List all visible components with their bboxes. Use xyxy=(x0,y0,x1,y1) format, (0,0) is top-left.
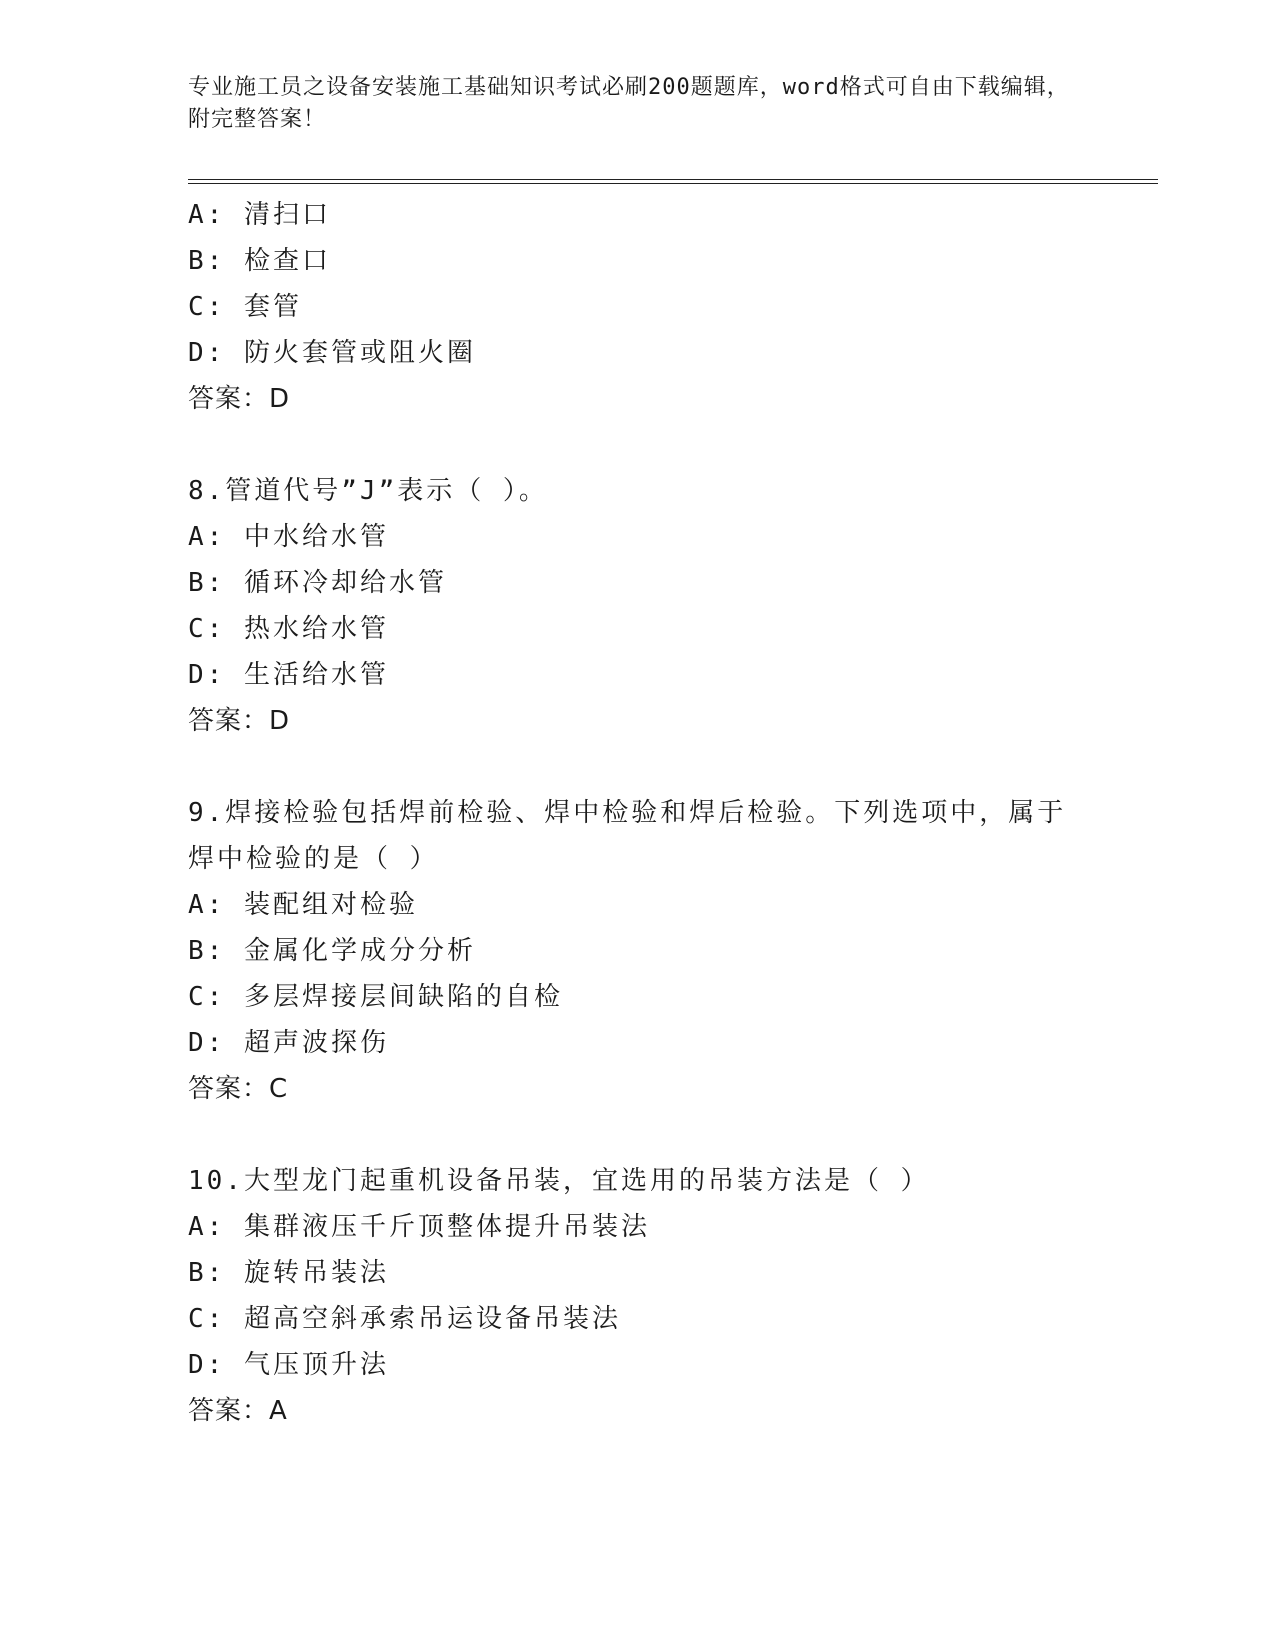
option-b: B: 循环冷却给水管 xyxy=(188,568,447,598)
block-spacer xyxy=(188,1112,1088,1158)
question-block-10 xyxy=(188,1158,1088,1434)
option-d: D: 防火套管或阻火圈 xyxy=(188,338,476,368)
answer-line: 答案：A xyxy=(188,1396,288,1426)
option-d: D: 超声波探伤 xyxy=(188,1028,389,1058)
option-c: C: 热水给水管 xyxy=(188,614,389,644)
question-block-9 xyxy=(188,790,1088,1112)
answer-line: 答案：D xyxy=(188,706,291,736)
option-a: A: 清扫口 xyxy=(188,200,331,230)
option-b: B: 金属化学成分分析 xyxy=(188,936,476,966)
question-text: 10.大型龙门起重机设备吊装，宜选用的吊装方法是（ ） xyxy=(188,1166,930,1196)
option-a: A: 集群液压千斤顶整体提升吊装法 xyxy=(188,1212,650,1242)
option-c: C: 多层焊接层间缺陷的自检 xyxy=(188,982,563,1012)
option-c: C: 套管 xyxy=(188,292,302,322)
question-list xyxy=(188,192,1088,1434)
block-spacer xyxy=(188,422,1088,468)
option-b: B: 检查口 xyxy=(188,246,331,276)
document-header: 专业施工员之设备安装施工基础知识考试必刷200题题库，word格式可自由下载编辑，附完整答案！ xyxy=(188,75,1070,132)
header-divider-top xyxy=(188,179,1158,180)
question-block-7 xyxy=(188,192,1088,422)
answer-line: 答案：C xyxy=(188,1074,289,1104)
option-b: B: 旋转吊装法 xyxy=(188,1258,389,1288)
option-a: A: 装配组对检验 xyxy=(188,890,418,920)
option-d: D: 生活给水管 xyxy=(188,660,389,690)
option-c: C: 超高空斜承索吊运设备吊装法 xyxy=(188,1304,621,1334)
option-d: D: 气压顶升法 xyxy=(188,1350,389,1380)
question-text: 9.焊接检验包括焊前检验、焊中检验和焊后检验。下列选项中，属于焊中检验的是（ ） xyxy=(188,798,1067,874)
option-a: A: 中水给水管 xyxy=(188,522,389,552)
question-text: 8.管道代号”J”表示（ ）。 xyxy=(188,476,548,506)
answer-line: 答案：D xyxy=(188,384,291,414)
question-block-8 xyxy=(188,468,1088,744)
header-divider-bottom xyxy=(188,183,1158,184)
block-spacer xyxy=(188,744,1088,790)
